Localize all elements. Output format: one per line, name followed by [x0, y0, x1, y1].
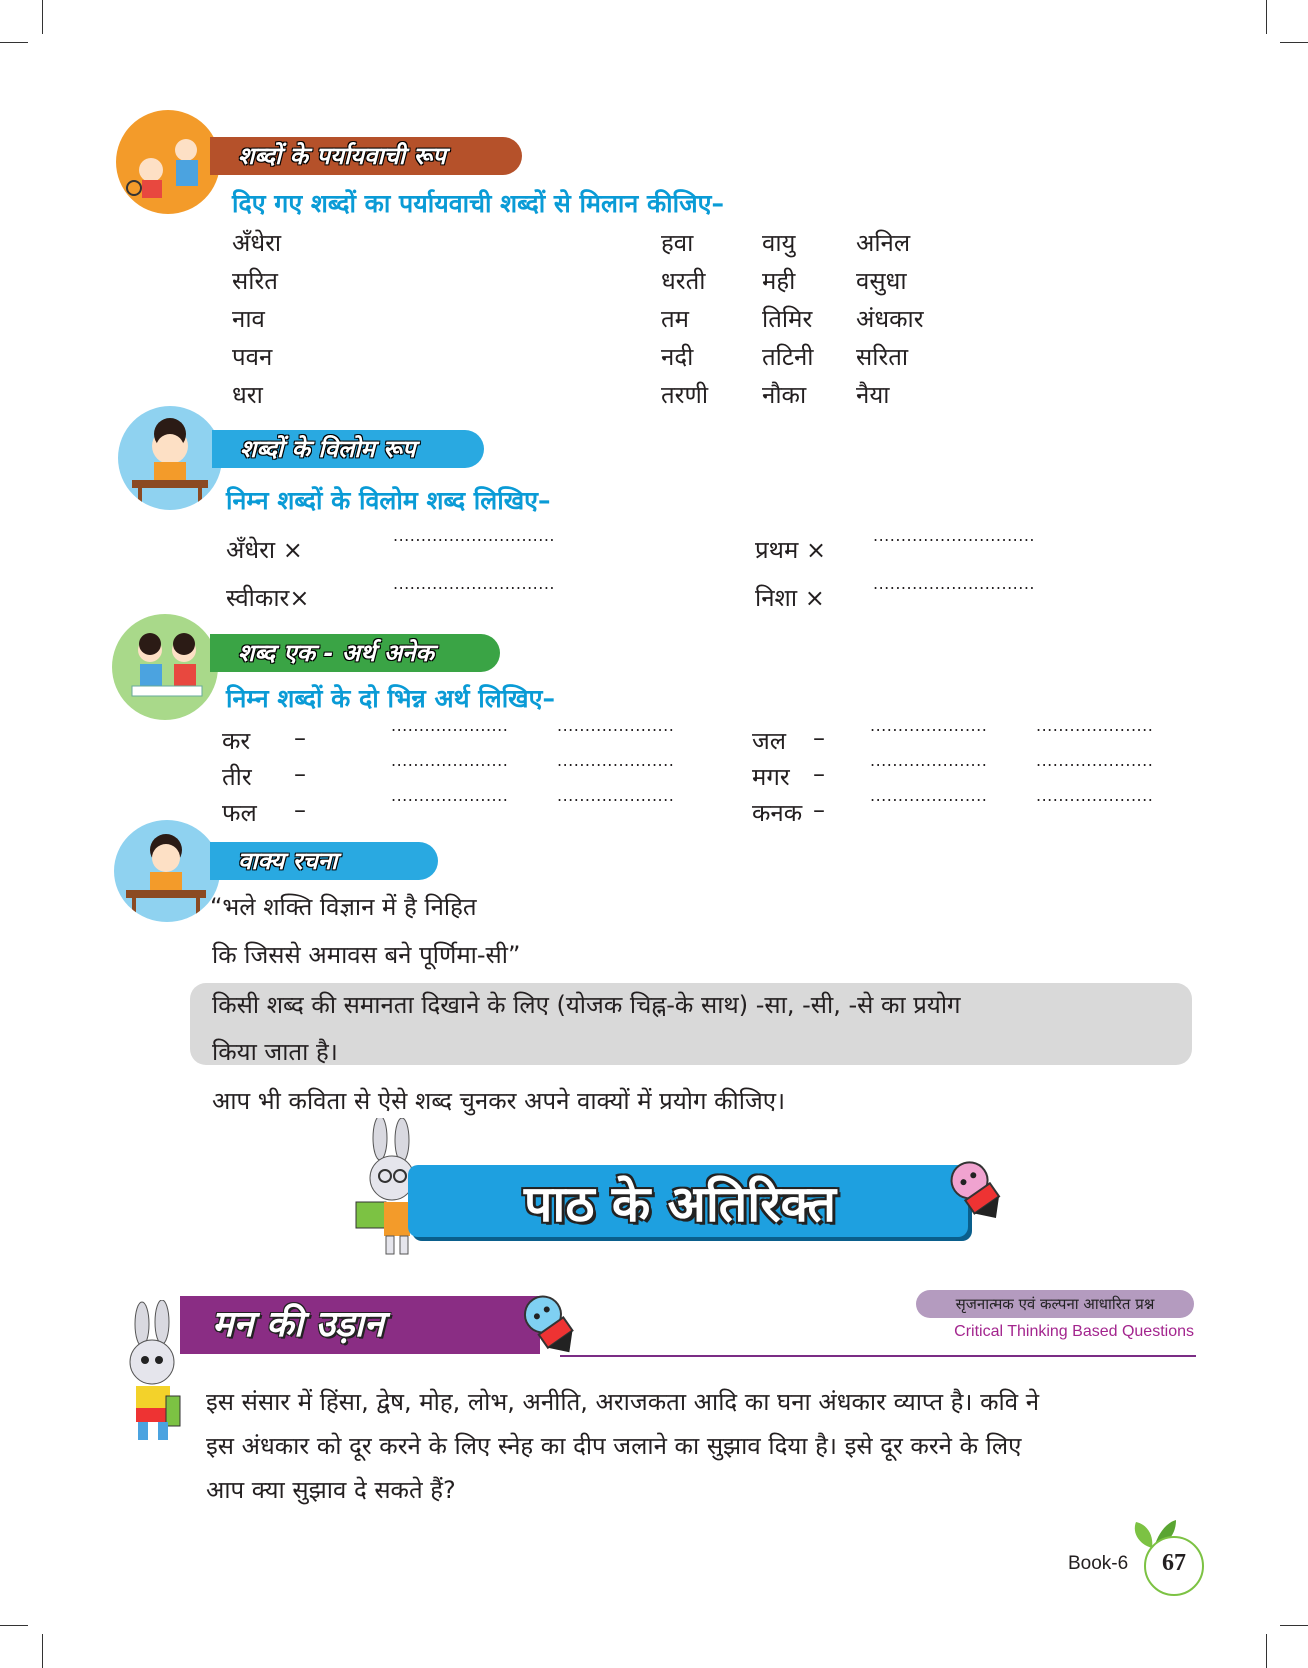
poem-quote-line: “भले शक्ति विज्ञान में है निहित [210, 893, 477, 921]
dash: – [813, 796, 825, 824]
table-cell: अनिल [856, 229, 911, 257]
meaning-word: मगर [752, 763, 790, 791]
note-text: किया जाता है। [212, 1038, 338, 1066]
pencil-mascot-icon [516, 1290, 586, 1362]
antonym-word: निशा × [755, 584, 825, 612]
dash: – [294, 796, 306, 824]
crop-mark [1280, 42, 1308, 43]
dash: – [294, 760, 306, 788]
instruction-antonyms: निम्न शब्दों के विलोम शब्द लिखिए– [226, 486, 551, 515]
table-cell: हवा [661, 229, 694, 257]
table-cell: तरणी [661, 381, 709, 409]
instruction-two-meanings: निम्न शब्दों के दो भिन्न अर्थ लिखिए– [226, 684, 555, 713]
children-illustration [116, 110, 220, 214]
question-text: आप क्या सुझाव दे सकते हैं? [206, 1476, 456, 1504]
girl-at-desk-illustration [114, 820, 220, 922]
antonym-word: अँधेरा × [226, 536, 303, 564]
blank-line: ..................... [1036, 716, 1154, 735]
blank-line: ..................... [391, 751, 509, 770]
crop-mark [42, 0, 43, 34]
crop-mark [1266, 1634, 1267, 1668]
blank-line: ..................... [391, 716, 509, 735]
antonym-word: प्रथम × [755, 536, 827, 564]
note-text: किसी शब्द की समानता दिखाने के लिए (योजक चिह्न-के साथ) -सा, -सी, -से का प्रयोग [212, 991, 961, 1019]
book-label: Book-6 [1068, 1553, 1129, 1574]
crop-mark [1280, 1625, 1308, 1626]
question-type-tag: सृजनात्मक एवं कल्पना आधारित प्रश्न [916, 1290, 1194, 1318]
pencil-mascot-icon [942, 1156, 1012, 1226]
page-number: 67 [1162, 1550, 1186, 1576]
blank-line: ..................... [1036, 786, 1154, 805]
meaning-word: तीर [222, 763, 252, 791]
blank-line: ..................... [1036, 751, 1154, 770]
blank-line: ..................... [557, 751, 675, 770]
question-text: इस अंधकार को दूर करने के लिए स्नेह का दीप जलाने का सुझाव दिया है। इसे दूर करने के लिए [206, 1432, 1022, 1460]
meaning-word: फल [222, 799, 257, 827]
blank-line: ..................... [870, 786, 988, 805]
section-banner-sentence-making: वाक्य रचना [210, 842, 438, 880]
poem-quote-line: कि जिससे अमावस बने पूर्णिमा-सी” [212, 941, 521, 969]
dash: – [813, 724, 825, 752]
blank-line: ............................. [393, 526, 555, 545]
meaning-word: जल [752, 727, 787, 755]
table-cell: नैया [856, 381, 890, 409]
section-banner-one-word-many-meanings: शब्द एक - अर्थ अनेक [210, 634, 500, 672]
table-cell: सरिता [856, 343, 909, 371]
list-item: नाव [232, 305, 265, 333]
question-text: इस संसार में हिंसा, द्वेष, मोह, लोभ, अनीति, अराजकता आदि का घना अंधकार व्याप्त है। कवि ने [206, 1388, 1040, 1416]
girl-at-desk-illustration [118, 406, 222, 510]
divider [560, 1355, 1196, 1357]
table-cell: तटिनी [762, 343, 814, 371]
table-cell: वायु [762, 229, 796, 257]
crop-mark [0, 42, 28, 43]
blank-line: ............................. [393, 574, 555, 593]
section-banner-antonyms: शब्दों के विलोम रूप [212, 430, 484, 468]
meaning-word: कनक [752, 799, 803, 827]
blank-line: ..................... [557, 786, 675, 805]
meaning-word: कर [222, 727, 251, 755]
blank-line: ..................... [557, 716, 675, 735]
instruction-synonyms: दिए गए शब्दों का पर्यायवाची शब्दों से मिलान कीजिए– [232, 189, 724, 218]
table-cell: तिमिर [762, 305, 813, 333]
table-cell: मही [762, 267, 796, 295]
dash: – [294, 724, 306, 752]
children-reading-illustration [112, 614, 218, 720]
list-item: सरित [232, 267, 278, 295]
list-item: पवन [232, 343, 273, 371]
table-cell: अंधकार [856, 305, 924, 333]
list-item: धरा [232, 381, 263, 409]
blank-line: ..................... [391, 786, 509, 805]
crop-mark [0, 1625, 28, 1626]
crop-mark [42, 1634, 43, 1668]
task-text: आप भी कविता से ऐसे शब्द चुनकर अपने वाक्यों में प्रयोग कीजिए। [212, 1087, 786, 1115]
blank-line: ..................... [870, 716, 988, 735]
table-cell: नदी [661, 343, 694, 371]
antonym-word: स्वीकार× [226, 584, 310, 612]
table-cell: वसुधा [856, 267, 907, 295]
section-banner-synonyms: शब्दों के पर्यायवाची रूप [210, 137, 522, 175]
table-cell: धरती [661, 267, 706, 295]
list-item: अँधेरा [232, 229, 282, 257]
crop-mark [1266, 0, 1267, 34]
dash: – [813, 760, 825, 788]
extra-banner-title: पाठ के अतिरिक्त [524, 1175, 836, 1233]
blank-line: ............................. [873, 574, 1035, 593]
table-cell: तम [661, 305, 690, 333]
table-cell: नौका [762, 381, 807, 409]
blank-line: ............................. [873, 526, 1035, 545]
section-banner-title: मन की उड़ान [212, 1304, 384, 1345]
question-type-tag-english: Critical Thinking Based Questions [954, 1323, 1194, 1340]
blank-line: ..................... [870, 751, 988, 770]
